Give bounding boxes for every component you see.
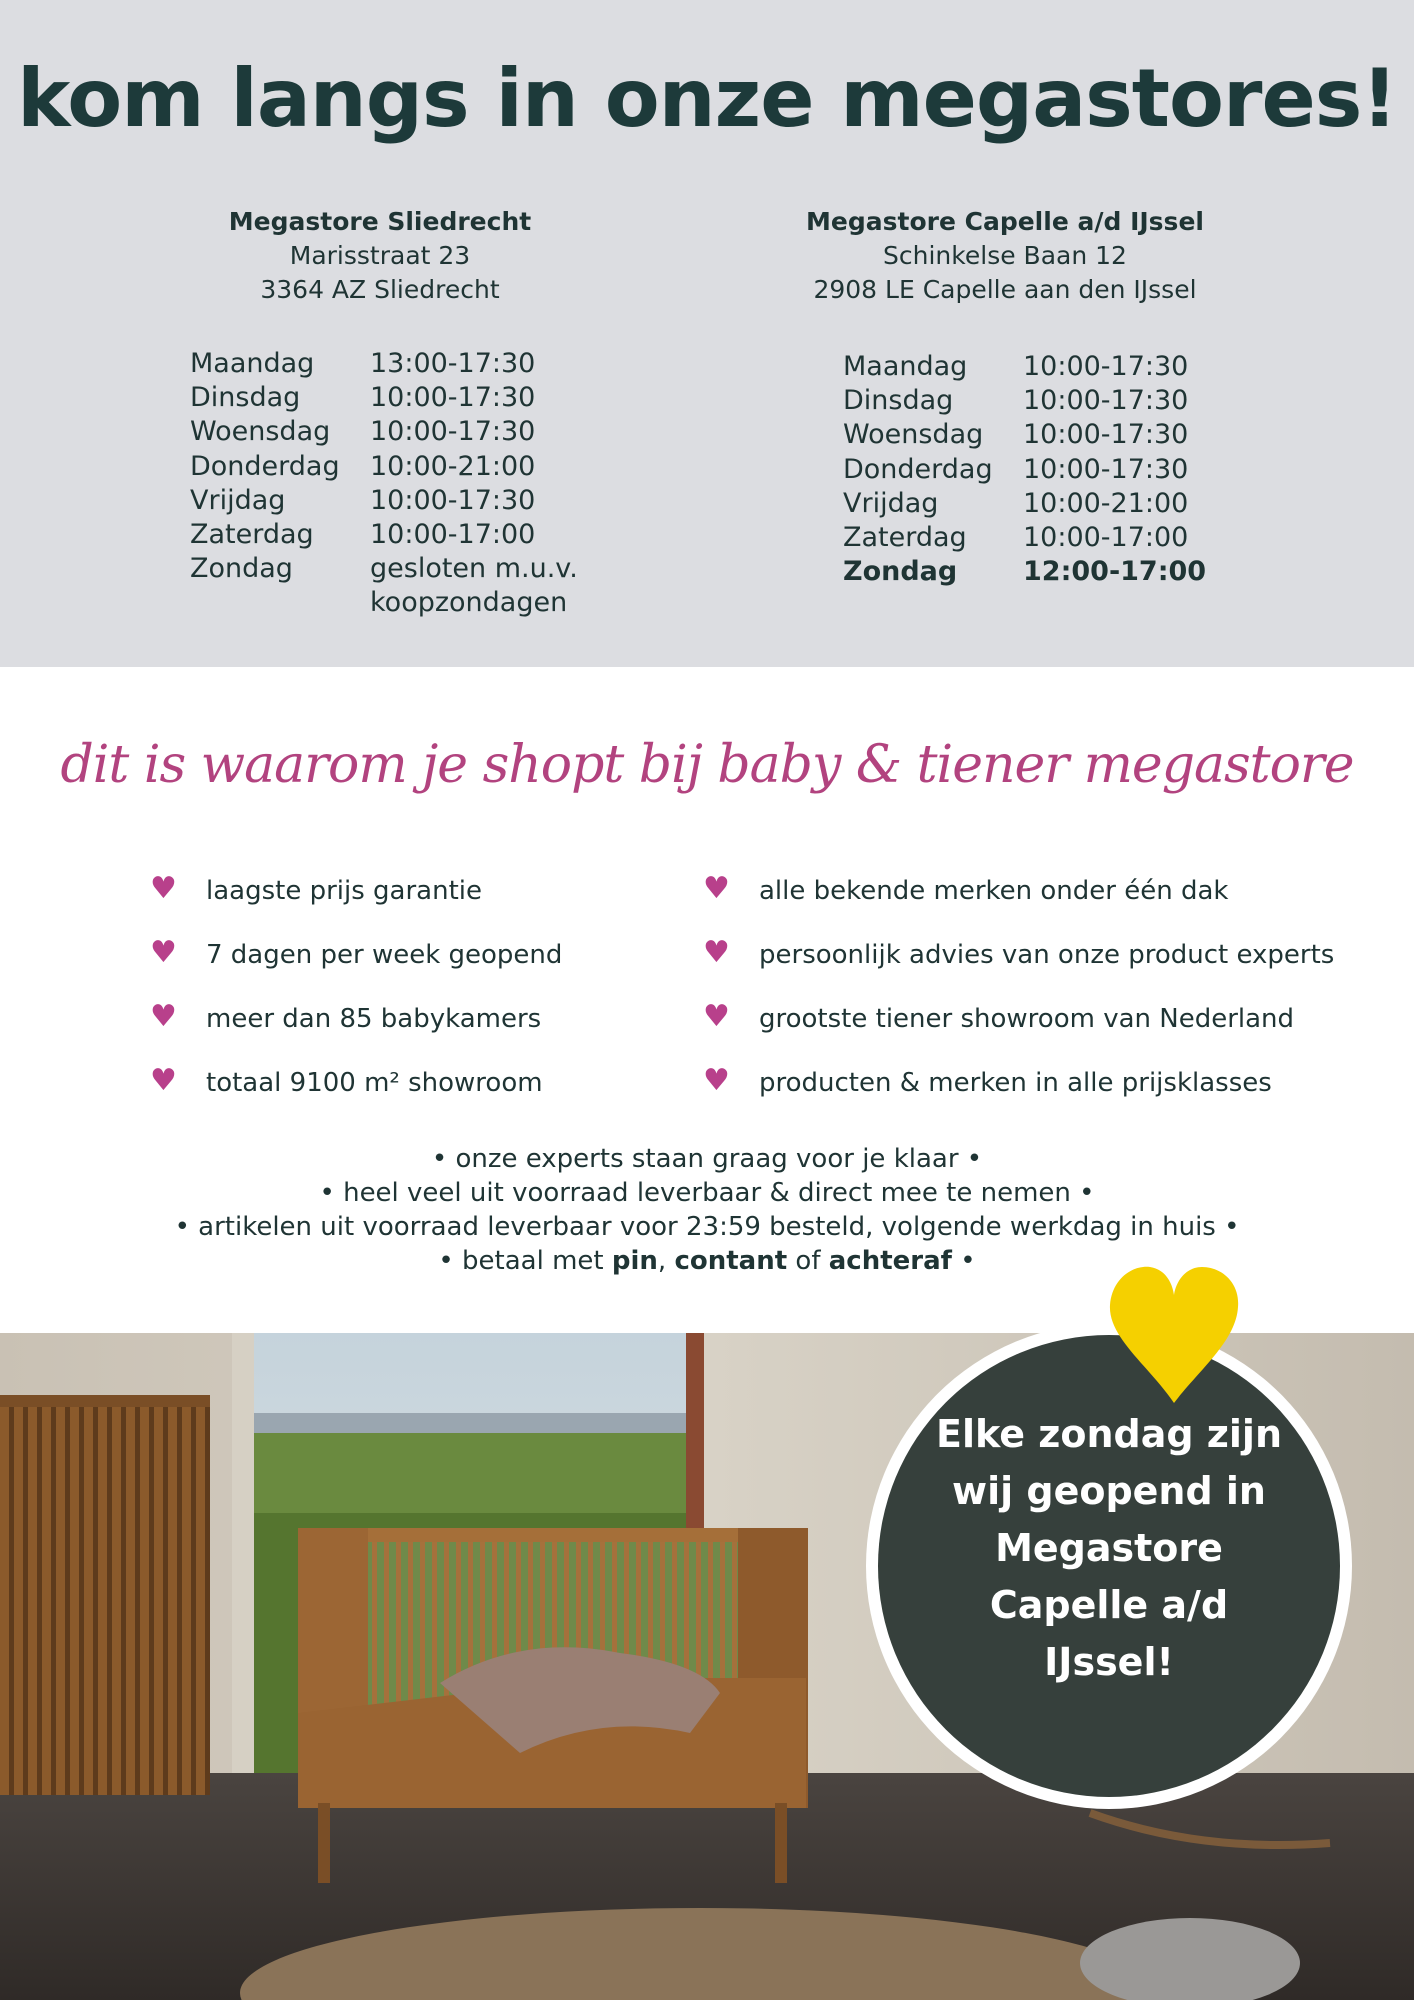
- payment-contant: contant: [674, 1246, 788, 1276]
- time-value: 12:00-17:00: [1023, 556, 1207, 588]
- heart-icon: ♥: [150, 935, 177, 970]
- hours-row: [843, 418, 1206, 452]
- list-item: [703, 871, 1334, 940]
- heart-icon: ♥: [150, 871, 177, 906]
- day-label: Zondag: [190, 553, 293, 585]
- hours-row: [190, 450, 578, 484]
- store-name: Megastore Sliedrecht: [228, 207, 532, 236]
- day-label: Dinsdag: [843, 385, 954, 417]
- hours-row: [190, 518, 578, 552]
- hours-row: [190, 586, 578, 620]
- usp-text: 7 dagen per week geopend: [206, 940, 563, 970]
- payment-pin: pin: [611, 1246, 658, 1276]
- hours-row: [843, 384, 1206, 418]
- time-value: 10:00-17:30: [1023, 453, 1189, 485]
- bullet-line: • heel veel uit voorraad leverbaar & direct mee te nemen •: [319, 1178, 1095, 1208]
- day-label: Donderdag: [190, 450, 340, 482]
- usp-text: producten & merken in alle prijsklasses: [759, 1068, 1272, 1098]
- day-label: Vrijdag: [843, 487, 939, 519]
- usp-list-left: [150, 871, 563, 1132]
- time-value: 10:00-17:30: [370, 382, 536, 414]
- bullet-line: • onze experts staan graag voor je klaar •: [431, 1144, 983, 1174]
- day-label: Vrijdag: [190, 484, 286, 516]
- why-shop-title: dit is waarom je shopt bij baby & tiener megastore: [60, 735, 1354, 795]
- store-capelle-address: [770, 205, 1240, 307]
- heart-icon: ♥: [150, 999, 177, 1034]
- list-item: [703, 999, 1334, 1068]
- time-value: 13:00-17:30: [370, 348, 536, 379]
- usp-text: meer dan 85 babykamers: [206, 1004, 542, 1034]
- time-value: 10:00-21:00: [1023, 487, 1189, 519]
- service-bullets: [0, 1142, 1414, 1278]
- time-value: 10:00-17:30: [370, 416, 536, 448]
- store-sliedrecht-address: [170, 205, 590, 307]
- hours-row: [843, 350, 1206, 384]
- store-city: 3364 AZ Sliedrecht: [260, 275, 500, 304]
- hours-row: [190, 552, 578, 586]
- usp-text: grootste tiener showroom van Nederland: [759, 1004, 1295, 1034]
- hours-row: [190, 347, 578, 381]
- opening-hours-sliedrecht: [190, 347, 578, 621]
- heart-icon: ♥: [703, 871, 730, 906]
- yellow-heart-icon: [1108, 1265, 1240, 1405]
- time-value: 10:00-17:30: [1023, 419, 1189, 451]
- time-value: gesloten m.u.v.: [370, 553, 578, 585]
- day-label: Zondag: [843, 556, 958, 588]
- usp-text: totaal 9100 m² showroom: [206, 1068, 543, 1098]
- hours-row: [190, 415, 578, 449]
- payment-achteraf: achteraf: [828, 1246, 952, 1276]
- day-label: Dinsdag: [190, 382, 301, 414]
- bullet-line: • artikelen uit voorraad leverbaar voor 23:59 besteld, volgende werkdag in huis •: [174, 1212, 1240, 1242]
- hours-row-sunday: [843, 555, 1206, 589]
- list-item: [150, 1063, 562, 1132]
- usp-text: laagste prijs garantie: [206, 876, 482, 906]
- store-name: Megastore Capelle a/d IJssel: [806, 207, 1204, 236]
- heart-icon: ♥: [150, 1063, 177, 1098]
- day-label: Maandag: [190, 348, 315, 379]
- store-street: Marisstraat 23: [289, 241, 471, 270]
- day-label: Woensdag: [190, 416, 331, 448]
- heart-icon: ♥: [703, 1063, 730, 1098]
- hours-row: [190, 484, 578, 518]
- hours-row: [190, 381, 578, 415]
- heart-icon: ♥: [703, 935, 730, 970]
- store-street: Schinkelse Baan 12: [883, 241, 1127, 270]
- store-city: 2908 LE Capelle aan den IJssel: [813, 275, 1197, 304]
- list-item: [150, 935, 563, 1004]
- time-value: 10:00-17:00: [370, 519, 536, 551]
- time-value: koopzondagen: [370, 587, 568, 619]
- day-label: Zaterdag: [190, 519, 314, 551]
- list-item: [150, 999, 562, 1068]
- heart-icon: ♥: [703, 999, 730, 1034]
- day-label: Woensdag: [843, 419, 984, 451]
- bullet-line-payment: • betaal met pin, contant of achteraf •: [438, 1246, 976, 1276]
- time-value: 10:00-17:30: [1023, 385, 1189, 417]
- list-item: [703, 935, 1335, 1004]
- page-title: kom langs in onze megastores!: [17, 52, 1397, 145]
- usp-text: persoonlijk advies van onze product experts: [759, 940, 1335, 970]
- list-item: [150, 871, 562, 940]
- time-value: 10:00-21:00: [370, 450, 536, 482]
- opening-hours-capelle: [843, 350, 1206, 589]
- time-value: 10:00-17:30: [370, 484, 536, 516]
- list-item: [703, 1063, 1334, 1132]
- day-label: Donderdag: [843, 453, 993, 485]
- day-label: Zaterdag: [843, 522, 967, 554]
- hours-row: [843, 521, 1206, 555]
- badge-text: Elke zondag zijn wij geopend in Megastore Capelle a/d IJssel!: [935, 1411, 1282, 1684]
- time-value: 10:00-17:30: [1023, 351, 1189, 382]
- hours-row: [843, 453, 1206, 487]
- usp-list-right: [703, 871, 1335, 1132]
- day-label: Maandag: [843, 351, 968, 382]
- hours-row: [843, 487, 1206, 521]
- time-value: 10:00-17:00: [1023, 522, 1189, 554]
- usp-text: alle bekende merken onder één dak: [759, 876, 1229, 906]
